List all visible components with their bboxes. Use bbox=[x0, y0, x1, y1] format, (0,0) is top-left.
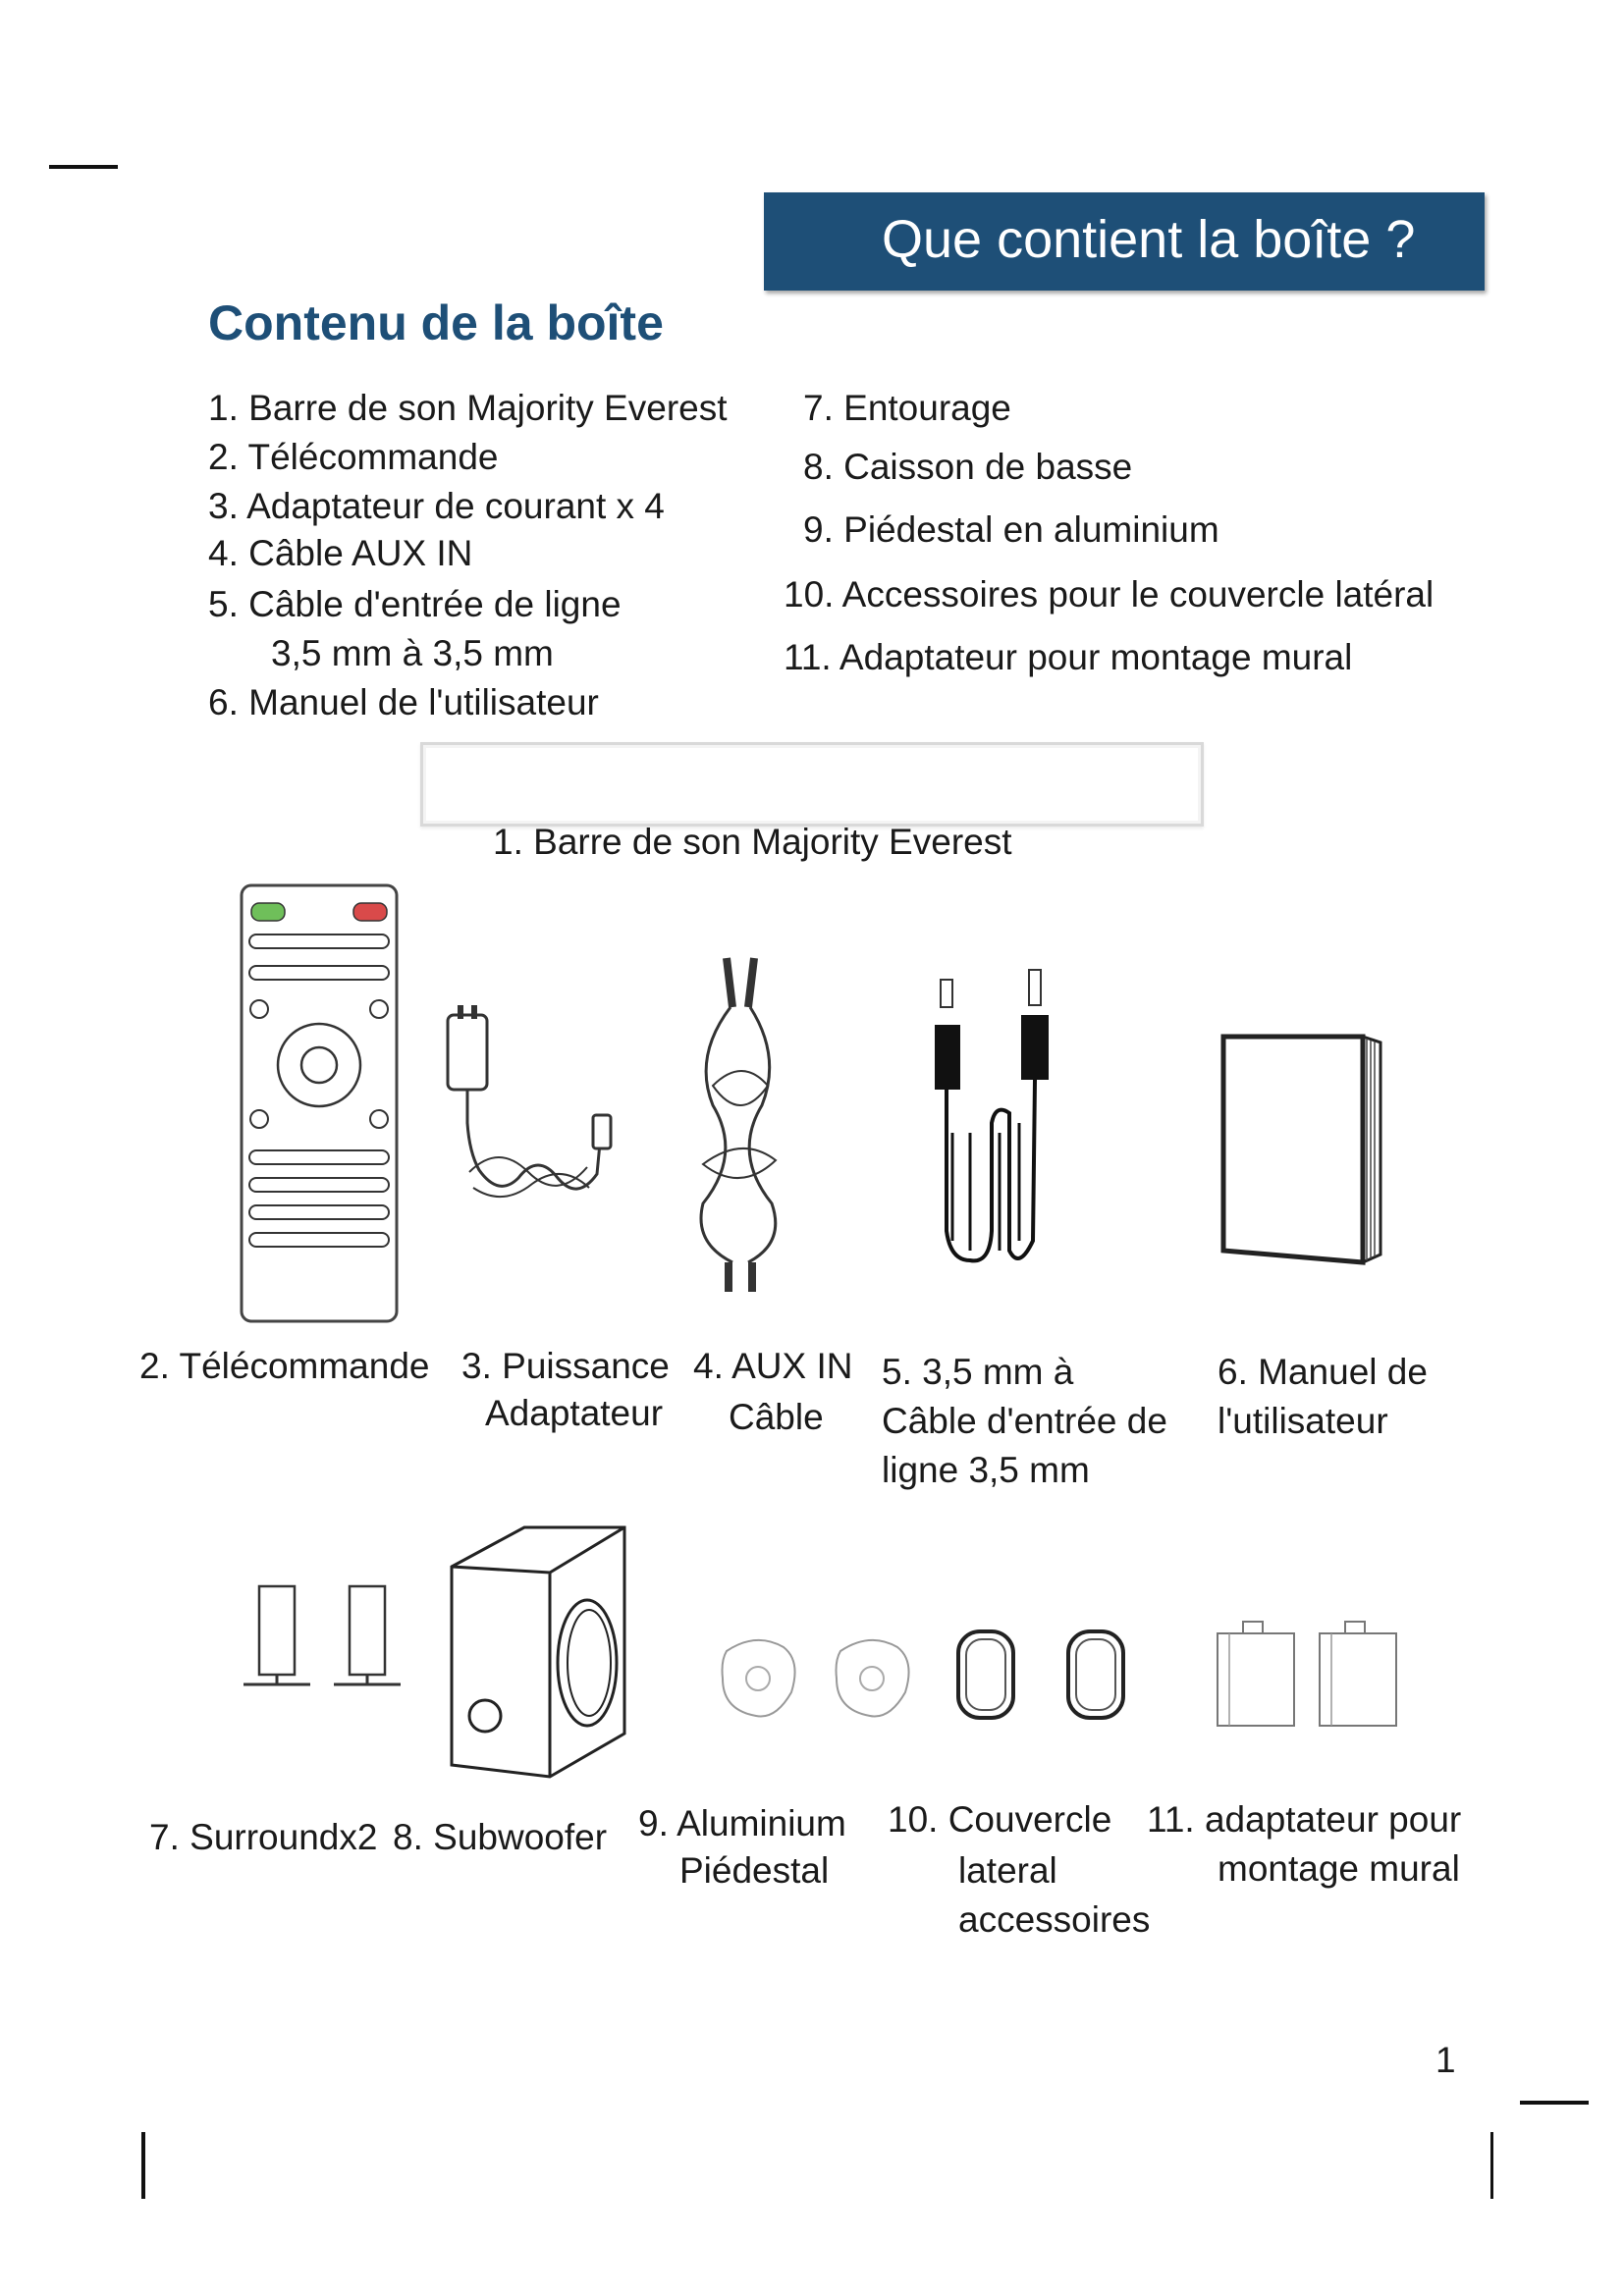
header-title: Que contient la boîte ? bbox=[882, 210, 1416, 269]
surround-speakers-illustration bbox=[242, 1582, 405, 1692]
pedestal-illustration bbox=[717, 1631, 923, 1722]
list-item: 9. Piédestal en aluminium bbox=[803, 509, 1219, 550]
list-item: 6. Manuel de l'utilisateur bbox=[208, 682, 599, 722]
list-item: 7. Entourage bbox=[803, 388, 1011, 428]
caption-line: Adaptateur bbox=[485, 1393, 664, 1433]
soundbar-illustration bbox=[420, 742, 1204, 827]
caption-line: 6. Manuel de bbox=[1218, 1352, 1428, 1392]
crop-mark-bottom-right-v bbox=[1490, 2132, 1493, 2199]
caption-line: Câble bbox=[729, 1397, 824, 1437]
subwoofer-illustration bbox=[442, 1523, 628, 1781]
list-item: 3,5 mm à 3,5 mm bbox=[271, 633, 554, 673]
list-item: 8. Caisson de basse bbox=[803, 447, 1133, 487]
caption-line: accessoires bbox=[958, 1899, 1151, 1940]
caption-line: 9. Aluminium bbox=[638, 1803, 846, 1843]
caption-line: 5. 3,5 mm à bbox=[882, 1352, 1074, 1392]
remote-control-illustration bbox=[240, 883, 399, 1323]
caption-line: 8. Subwoofer bbox=[393, 1817, 608, 1857]
caption-line: 10. Couvercle bbox=[888, 1799, 1112, 1840]
list-item: 10. Accessoires pour le couvercle latéral bbox=[784, 574, 1435, 614]
side-cover-illustration bbox=[954, 1628, 1129, 1724]
list-item: 2. Télécommande bbox=[208, 437, 499, 477]
page-number: 1 bbox=[1435, 2040, 1456, 2080]
caption-line: Piédestal bbox=[679, 1850, 830, 1891]
caption-line: 4. AUX IN bbox=[693, 1346, 853, 1386]
caption-line: 2. Télécommande bbox=[139, 1346, 430, 1386]
user-manual-illustration bbox=[1216, 1029, 1392, 1270]
list-item: 4. Câble AUX IN bbox=[208, 533, 473, 573]
line-in-cable-illustration bbox=[931, 966, 1053, 1276]
caption-line: 11. adaptateur pour bbox=[1147, 1799, 1462, 1840]
list-item: 1. Barre de son Majority Everest bbox=[208, 388, 728, 428]
caption-line: montage mural bbox=[1218, 1848, 1460, 1889]
crop-mark-bottom-left-v bbox=[141, 2132, 145, 2199]
section-title: Contenu de la boîte bbox=[208, 295, 664, 350]
aux-cable-illustration bbox=[674, 938, 807, 1296]
caption-line: Câble d'entrée de bbox=[882, 1401, 1167, 1441]
caption-line: ligne 3,5 mm bbox=[882, 1450, 1090, 1490]
crop-mark-bottom-right-h bbox=[1520, 2101, 1589, 2105]
soundbar-caption: 1. Barre de son Majority Everest bbox=[493, 822, 1012, 862]
wall-mount-illustration bbox=[1214, 1618, 1400, 1730]
caption-line: 3. Puissance bbox=[461, 1346, 670, 1386]
list-item: 5. Câble d'entrée de ligne bbox=[208, 584, 622, 624]
crop-mark-top-left bbox=[49, 165, 118, 169]
caption-line: l'utilisateur bbox=[1218, 1401, 1388, 1441]
caption-line: lateral bbox=[958, 1850, 1057, 1891]
power-adaptor-illustration bbox=[440, 1005, 623, 1256]
caption-line: 7. Surroundx2 bbox=[149, 1817, 378, 1857]
list-item: 11. Adaptateur pour montage mural bbox=[784, 637, 1353, 677]
header-banner bbox=[764, 192, 1485, 291]
list-item: 3. Adaptateur de courant x 4 bbox=[208, 486, 665, 526]
